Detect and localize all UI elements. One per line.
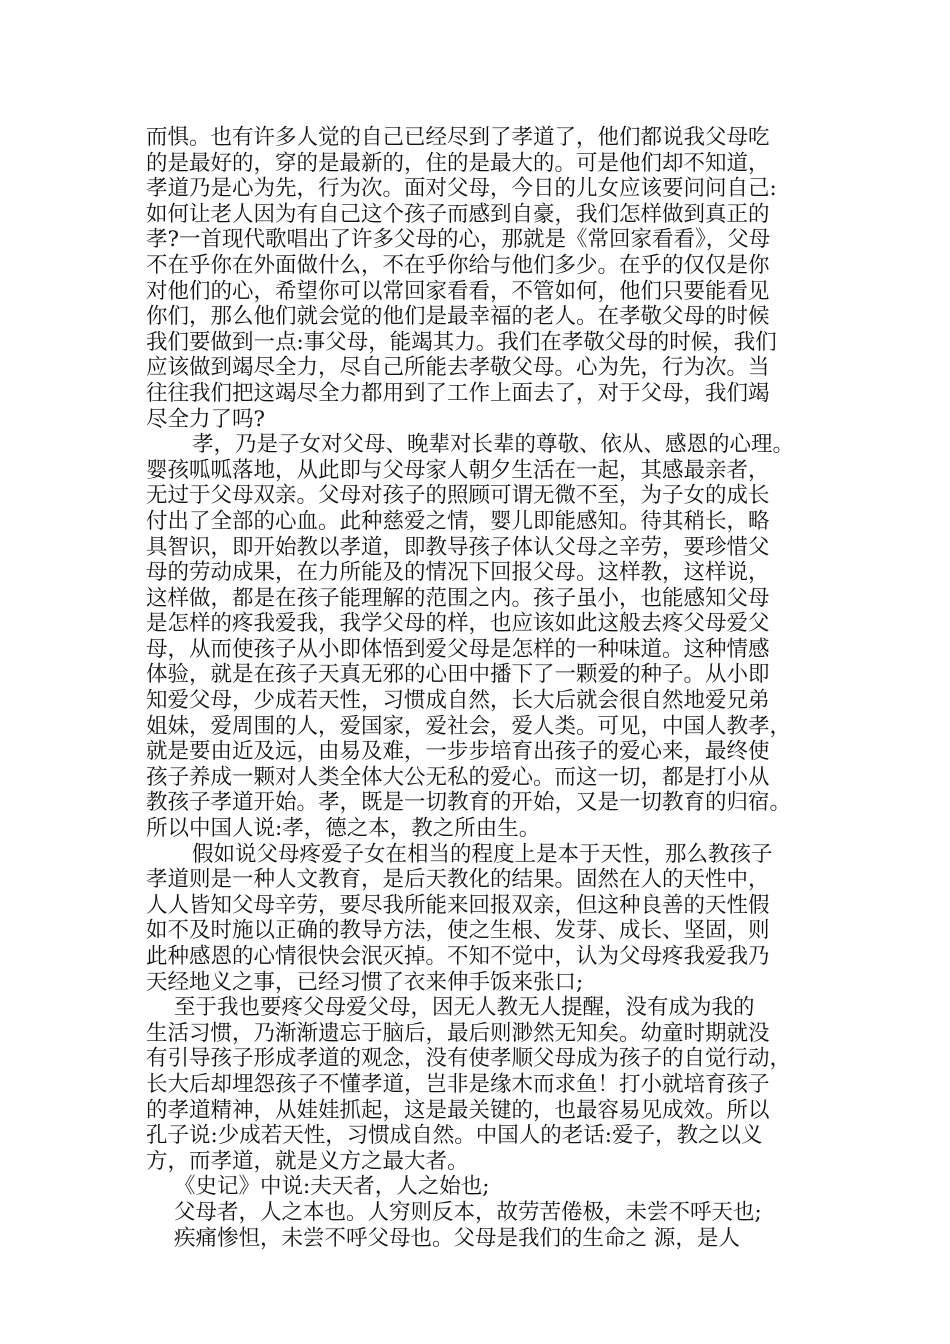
text-line: 教孩子孝道开始。孝，既是一切教育的开始，又是一切教育的归宿。 xyxy=(146,790,792,816)
text-line: 体验，就是在孩子天真无邪的心田中播下了一颗爱的种子。从小即 xyxy=(146,662,770,688)
text-line: 具智识，即开始教以孝道，即教导孩子体认父母之辛劳，要珍惜父 xyxy=(146,534,770,560)
text-line: 不在乎你在外面做什么，不在乎你给与他们多少。在乎的仅仅是你 xyxy=(146,252,770,278)
text-line: 假如说父母疼爱子女在相当的程度上是本于天性，那么教孩子 xyxy=(192,841,773,867)
text-line: 婴孩呱呱落地，从此即与父母家人朝夕生活在一起，其感最亲者， xyxy=(146,457,770,483)
text-line: 如何让老人因为有自己这个孩子而感到自豪，我们怎样做到真正的 xyxy=(146,201,770,227)
text-line: 的孝道精神，从娃娃抓起，这是最关键的，也最容易见成效。所以 xyxy=(146,1097,770,1123)
text-line: 对他们的心，希望你可以常回家看看，不管如何，他们只要能看见 xyxy=(146,278,770,304)
text-line: 孩子养成一颗对人类全体大公无私的爱心。而这一切，都是打小从 xyxy=(146,764,770,790)
text-line: 人人皆知父母辛劳，要尽我所能来回报双亲，但这种良善的天性假 xyxy=(146,892,770,918)
text-line: 方，而孝道，就是义方之最大者。 xyxy=(146,1148,469,1174)
text-line: 尽全力了吗? xyxy=(146,406,266,432)
text-line: 往往我们把这竭尽全力都用到了工作上面去了，对于父母，我们竭 xyxy=(146,380,770,406)
text-line: 母的劳动成果，在力所能及的情况下回报父母。这样教，这样说， xyxy=(146,560,770,586)
text-line: 此种感恩的心情很快会泯灭掉。不知不觉中，认为父母疼我爱我乃 xyxy=(146,944,770,969)
text-line: 就是要由近及远，由易及难，一步步培育出孩子的爱心来，最终使 xyxy=(146,739,770,765)
document-body-text xyxy=(146,125,826,1251)
text-line: 有引导孩子形成孝道的观念，没有使孝顺父母成为孩子的自觉行动， xyxy=(146,1046,792,1072)
text-line: 而惧。也有许多人觉的自己已经尽到了孝道了，他们都说我父母吃 xyxy=(146,125,770,150)
text-line: 天经地义之事，已经习惯了衣来伸手饭来张口; xyxy=(146,969,584,995)
text-line: 孝道乃是心为先，行为次。面对父母，今日的儿女应该要问问自己: xyxy=(146,176,777,202)
text-line: 孝，乃是子女对父母、晚辈对长辈的尊敬、依从、感恩的心理。 xyxy=(192,432,795,458)
text-line: 我们要做到一点:事父母，能竭其力。我们在孝敬父母的时候，我们 xyxy=(146,329,777,355)
text-line: 如不及时施以正确的教导方法，使之生根、发芽、成长、坚固，则 xyxy=(146,918,770,944)
text-line: 这样做，都是在孩子能理解的范围之内。孩子虽小，也能感知父母 xyxy=(146,585,770,611)
text-line: 《史记》中说:夫天者，人之始也; xyxy=(174,1174,490,1200)
text-line: 至于我也要疼父母爱父母，因无人教无人提醒，没有成为我的 xyxy=(174,995,755,1021)
text-line: 应该做到竭尽全力，尽自己所能去孝敬父母。心为先，行为次。当 xyxy=(146,355,770,381)
text-line: 孔子说:少成若天性，习惯成自然。中国人的老话:爱子，教之以义 xyxy=(146,1123,763,1149)
text-line: 无过于父母双亲。父母对孩子的照顾可谓无微不至，为子女的成长 xyxy=(146,483,770,509)
text-line: 疾痛惨怛，未尝不呼父母也。父母是我们的生命之 源，是人 xyxy=(174,1225,740,1251)
text-line: 长大后却埋怨孩子不懂孝道，岂非是缘木而求鱼！打小就培育孩子 xyxy=(146,1071,770,1097)
text-line: 生活习惯，乃渐渐遗忘于脑后，最后则渺然无知矣。幼童时期就没 xyxy=(146,1020,770,1046)
text-line: 母，从而使孩子从小即体悟到爱父母是怎样的一种味道。这种情感 xyxy=(146,636,770,662)
text-line: 是怎样的疼我爱我，我学父母的样，也应该如此这般去疼父母爱父 xyxy=(146,611,770,637)
text-line: 的是最好的，穿的是最新的，住的是最大的。可是他们却不知道， xyxy=(146,150,770,176)
text-line: 知爱父母，少成若天性，习惯成自然，长大后就会很自然地爱兄弟 xyxy=(146,688,770,714)
text-line: 父母者，人之本也。人穷则反本，故劳苦倦极，未尝不呼天也; xyxy=(174,1199,762,1225)
text-line: 所以中国人说:孝，德之本，教之所由生。 xyxy=(146,816,541,842)
text-line: 孝?一首现代歌唱出了许多父母的心，那就是《常回家看看》，父母 xyxy=(146,227,771,253)
text-line: 你们，那么他们就会觉的他们是最幸福的老人。在孝敬父母的时候 xyxy=(146,304,770,330)
text-line: 姐妹，爱周围的人，爱国家，爱社会，爱人类。可见，中国人教孝， xyxy=(146,713,792,739)
text-line: 付出了全部的心血。此种慈爱之情，婴儿即能感知。待其稍长，略 xyxy=(146,508,770,534)
text-line: 孝道则是一种人文教育，是后天教化的结果。固然在人的天性中， xyxy=(146,867,770,893)
